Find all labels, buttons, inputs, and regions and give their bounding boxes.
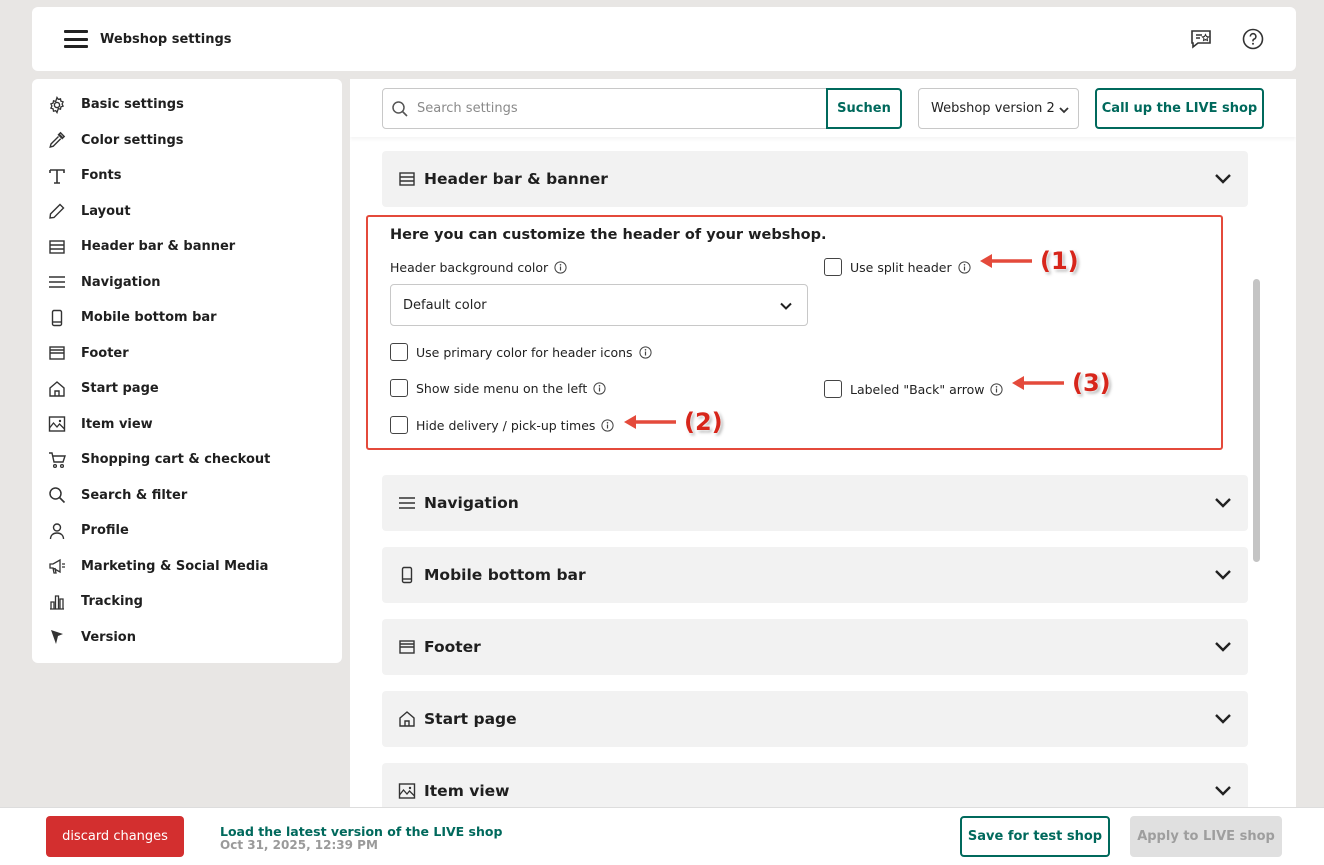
image-icon — [398, 782, 416, 800]
megaphone-icon — [48, 557, 66, 575]
sidebar-item-label: Shopping cart & checkout — [81, 452, 271, 468]
side-menu-left-option — [390, 379, 606, 397]
feedback-icon[interactable] — [1190, 29, 1212, 49]
color-picker-icon — [48, 131, 66, 149]
live-version-date: Oct 31, 2025, 12:39 PM — [220, 838, 378, 852]
image-icon — [48, 415, 66, 433]
chevron-down-icon — [779, 299, 793, 313]
sidebar-item-tracking[interactable] — [32, 584, 342, 620]
primary-icons-label: Use primary color for header icons — [416, 344, 633, 360]
info-icon[interactable] — [639, 346, 652, 359]
sidebar-item-mobile-bottom-bar[interactable] — [32, 300, 342, 336]
app-title: Webshop settings — [100, 31, 232, 47]
footer-icon — [48, 344, 66, 362]
hide-delivery-label: Hide delivery / pick-up times — [416, 417, 596, 433]
info-icon[interactable] — [990, 383, 1003, 396]
sidebar — [32, 79, 342, 663]
side-menu-left-checkbox[interactable] — [390, 379, 408, 397]
discard-changes-button[interactable]: discard changes — [46, 816, 184, 857]
sidebar-item-shopping-cart[interactable] — [32, 442, 342, 478]
search-input[interactable] — [417, 101, 797, 116]
annotation-1-label: (1) — [1040, 247, 1079, 275]
section-start-page[interactable] — [382, 691, 1248, 747]
pencil-icon — [48, 202, 66, 220]
split-header-label: Use split header — [850, 259, 952, 275]
bg-color-select-value: Default color — [403, 297, 487, 313]
arrow-left-icon — [624, 414, 676, 430]
mobile-icon — [48, 309, 66, 327]
arrow-left-icon — [980, 253, 1032, 269]
section-title: Header bar & banner — [424, 170, 608, 188]
bg-color-select[interactable] — [390, 284, 808, 326]
main-content — [350, 79, 1296, 807]
home-icon — [398, 710, 416, 728]
call-live-shop-button[interactable]: Call up the LIVE shop — [1095, 88, 1264, 129]
split-header-checkbox[interactable] — [824, 258, 842, 276]
info-icon[interactable] — [554, 261, 567, 274]
sidebar-item-label: Profile — [81, 523, 129, 539]
sidebar-item-label: Layout — [81, 203, 131, 219]
search-button[interactable]: Suchen — [826, 88, 902, 129]
bar-chart-icon — [48, 593, 66, 611]
font-icon — [48, 167, 66, 185]
home-icon — [48, 380, 66, 398]
bg-color-label-text: Header background color — [390, 260, 549, 275]
save-test-shop-button[interactable]: Save for test shop — [960, 816, 1110, 857]
hide-delivery-option — [390, 416, 614, 434]
arrow-left-icon — [1012, 375, 1064, 391]
sidebar-item-layout[interactable] — [32, 194, 342, 230]
search-icon — [48, 486, 66, 504]
annotation-3 — [1012, 369, 1111, 397]
sidebar-item-label: Search & filter — [81, 487, 188, 503]
header-banner-icon — [48, 238, 66, 256]
primary-icons-checkbox[interactable] — [390, 343, 408, 361]
panel-title: Here you can customize the header of your webshop. — [390, 227, 827, 243]
chevron-down-icon — [1058, 104, 1070, 116]
sidebar-item-label: Start page — [81, 381, 159, 397]
profile-icon — [48, 522, 66, 540]
labeled-back-label: Labeled "Back" arrow — [850, 381, 985, 397]
sidebar-item-label: Item view — [81, 416, 153, 432]
section-title: Footer — [424, 638, 481, 656]
side-menu-left-label: Show side menu on the left — [416, 380, 588, 396]
toolbar — [350, 79, 1296, 137]
sidebar-item-label: Mobile bottom bar — [81, 310, 217, 326]
sidebar-item-label: Fonts — [81, 168, 122, 184]
section-navigation[interactable] — [382, 475, 1248, 531]
annotation-1 — [980, 247, 1079, 275]
sidebar-item-label: Tracking — [81, 594, 143, 610]
primary-icons-option — [390, 343, 652, 361]
footer-icon — [398, 638, 416, 656]
sidebar-item-navigation[interactable] — [32, 265, 342, 301]
sidebar-item-footer[interactable] — [32, 336, 342, 372]
bg-color-label — [390, 260, 567, 275]
info-icon[interactable] — [593, 382, 606, 395]
sidebar-item-label: Navigation — [81, 274, 161, 290]
labeled-back-option — [824, 380, 1003, 398]
chevron-down-icon — [1214, 495, 1232, 511]
section-title: Mobile bottom bar — [424, 566, 586, 584]
chevron-down-icon — [1214, 711, 1232, 727]
section-title: Item view — [424, 782, 510, 800]
sidebar-item-fonts[interactable] — [32, 158, 342, 194]
chevron-down-icon — [1214, 171, 1232, 187]
annotation-2 — [624, 408, 723, 436]
sidebar-item-profile[interactable] — [32, 513, 342, 549]
apply-live-shop-button[interactable]: Apply to LIVE shop — [1130, 816, 1282, 857]
section-title: Navigation — [424, 494, 519, 512]
section-header-bar-banner[interactable] — [382, 151, 1248, 207]
search-icon — [391, 100, 409, 118]
sidebar-item-label: Version — [81, 629, 136, 645]
help-icon[interactable] — [1242, 28, 1264, 50]
annotation-3-label: (3) — [1072, 369, 1111, 397]
split-header-option — [824, 258, 971, 276]
sidebar-item-label: Marketing & Social Media — [81, 558, 269, 574]
chevron-down-icon — [1214, 783, 1232, 799]
sidebar-item-label: Footer — [81, 345, 129, 361]
top-bar — [32, 7, 1296, 71]
section-mobile-bottom-bar[interactable] — [382, 547, 1248, 603]
sidebar-item-label: Color settings — [81, 132, 184, 148]
menu-icon[interactable] — [64, 30, 88, 48]
mobile-icon — [398, 566, 416, 584]
sidebar-item-start-page[interactable] — [32, 371, 342, 407]
load-live-version-link[interactable]: Load the latest version of the LIVE shop — [220, 824, 503, 839]
sidebar-item-header-bar-banner[interactable] — [32, 229, 342, 265]
bottom-bar — [0, 807, 1324, 865]
sidebar-item-basic-settings[interactable] — [32, 87, 342, 123]
gear-icon — [48, 96, 66, 114]
cart-icon — [48, 451, 66, 469]
scrollbar-thumb[interactable] — [1253, 279, 1260, 562]
sidebar-item-version[interactable] — [32, 620, 342, 656]
chevron-down-icon — [1214, 567, 1232, 583]
version-select-value: Webshop version 2 — [931, 101, 1055, 116]
sidebar-item-search-filter[interactable] — [32, 478, 342, 514]
sidebar-item-label: Header bar & banner — [81, 239, 236, 255]
section-item-view[interactable] — [382, 763, 1248, 807]
labeled-back-checkbox[interactable] — [824, 380, 842, 398]
header-banner-icon — [398, 170, 416, 188]
annotation-2-label: (2) — [684, 408, 723, 436]
info-icon[interactable] — [601, 419, 614, 432]
section-title: Start page — [424, 710, 517, 728]
section-footer[interactable] — [382, 619, 1248, 675]
sidebar-item-color-settings[interactable] — [32, 123, 342, 159]
info-icon[interactable] — [958, 261, 971, 274]
version-select[interactable] — [918, 88, 1079, 129]
sidebar-item-marketing[interactable] — [32, 549, 342, 585]
version-icon — [48, 628, 66, 646]
sidebar-item-item-view[interactable] — [32, 407, 342, 443]
header-settings-panel — [366, 215, 1223, 450]
hide-delivery-checkbox[interactable] — [390, 416, 408, 434]
search-box[interactable] — [382, 88, 827, 129]
chevron-down-icon — [1214, 639, 1232, 655]
navigation-icon — [48, 273, 66, 291]
navigation-icon — [398, 494, 416, 512]
sidebar-item-label: Basic settings — [81, 97, 184, 113]
